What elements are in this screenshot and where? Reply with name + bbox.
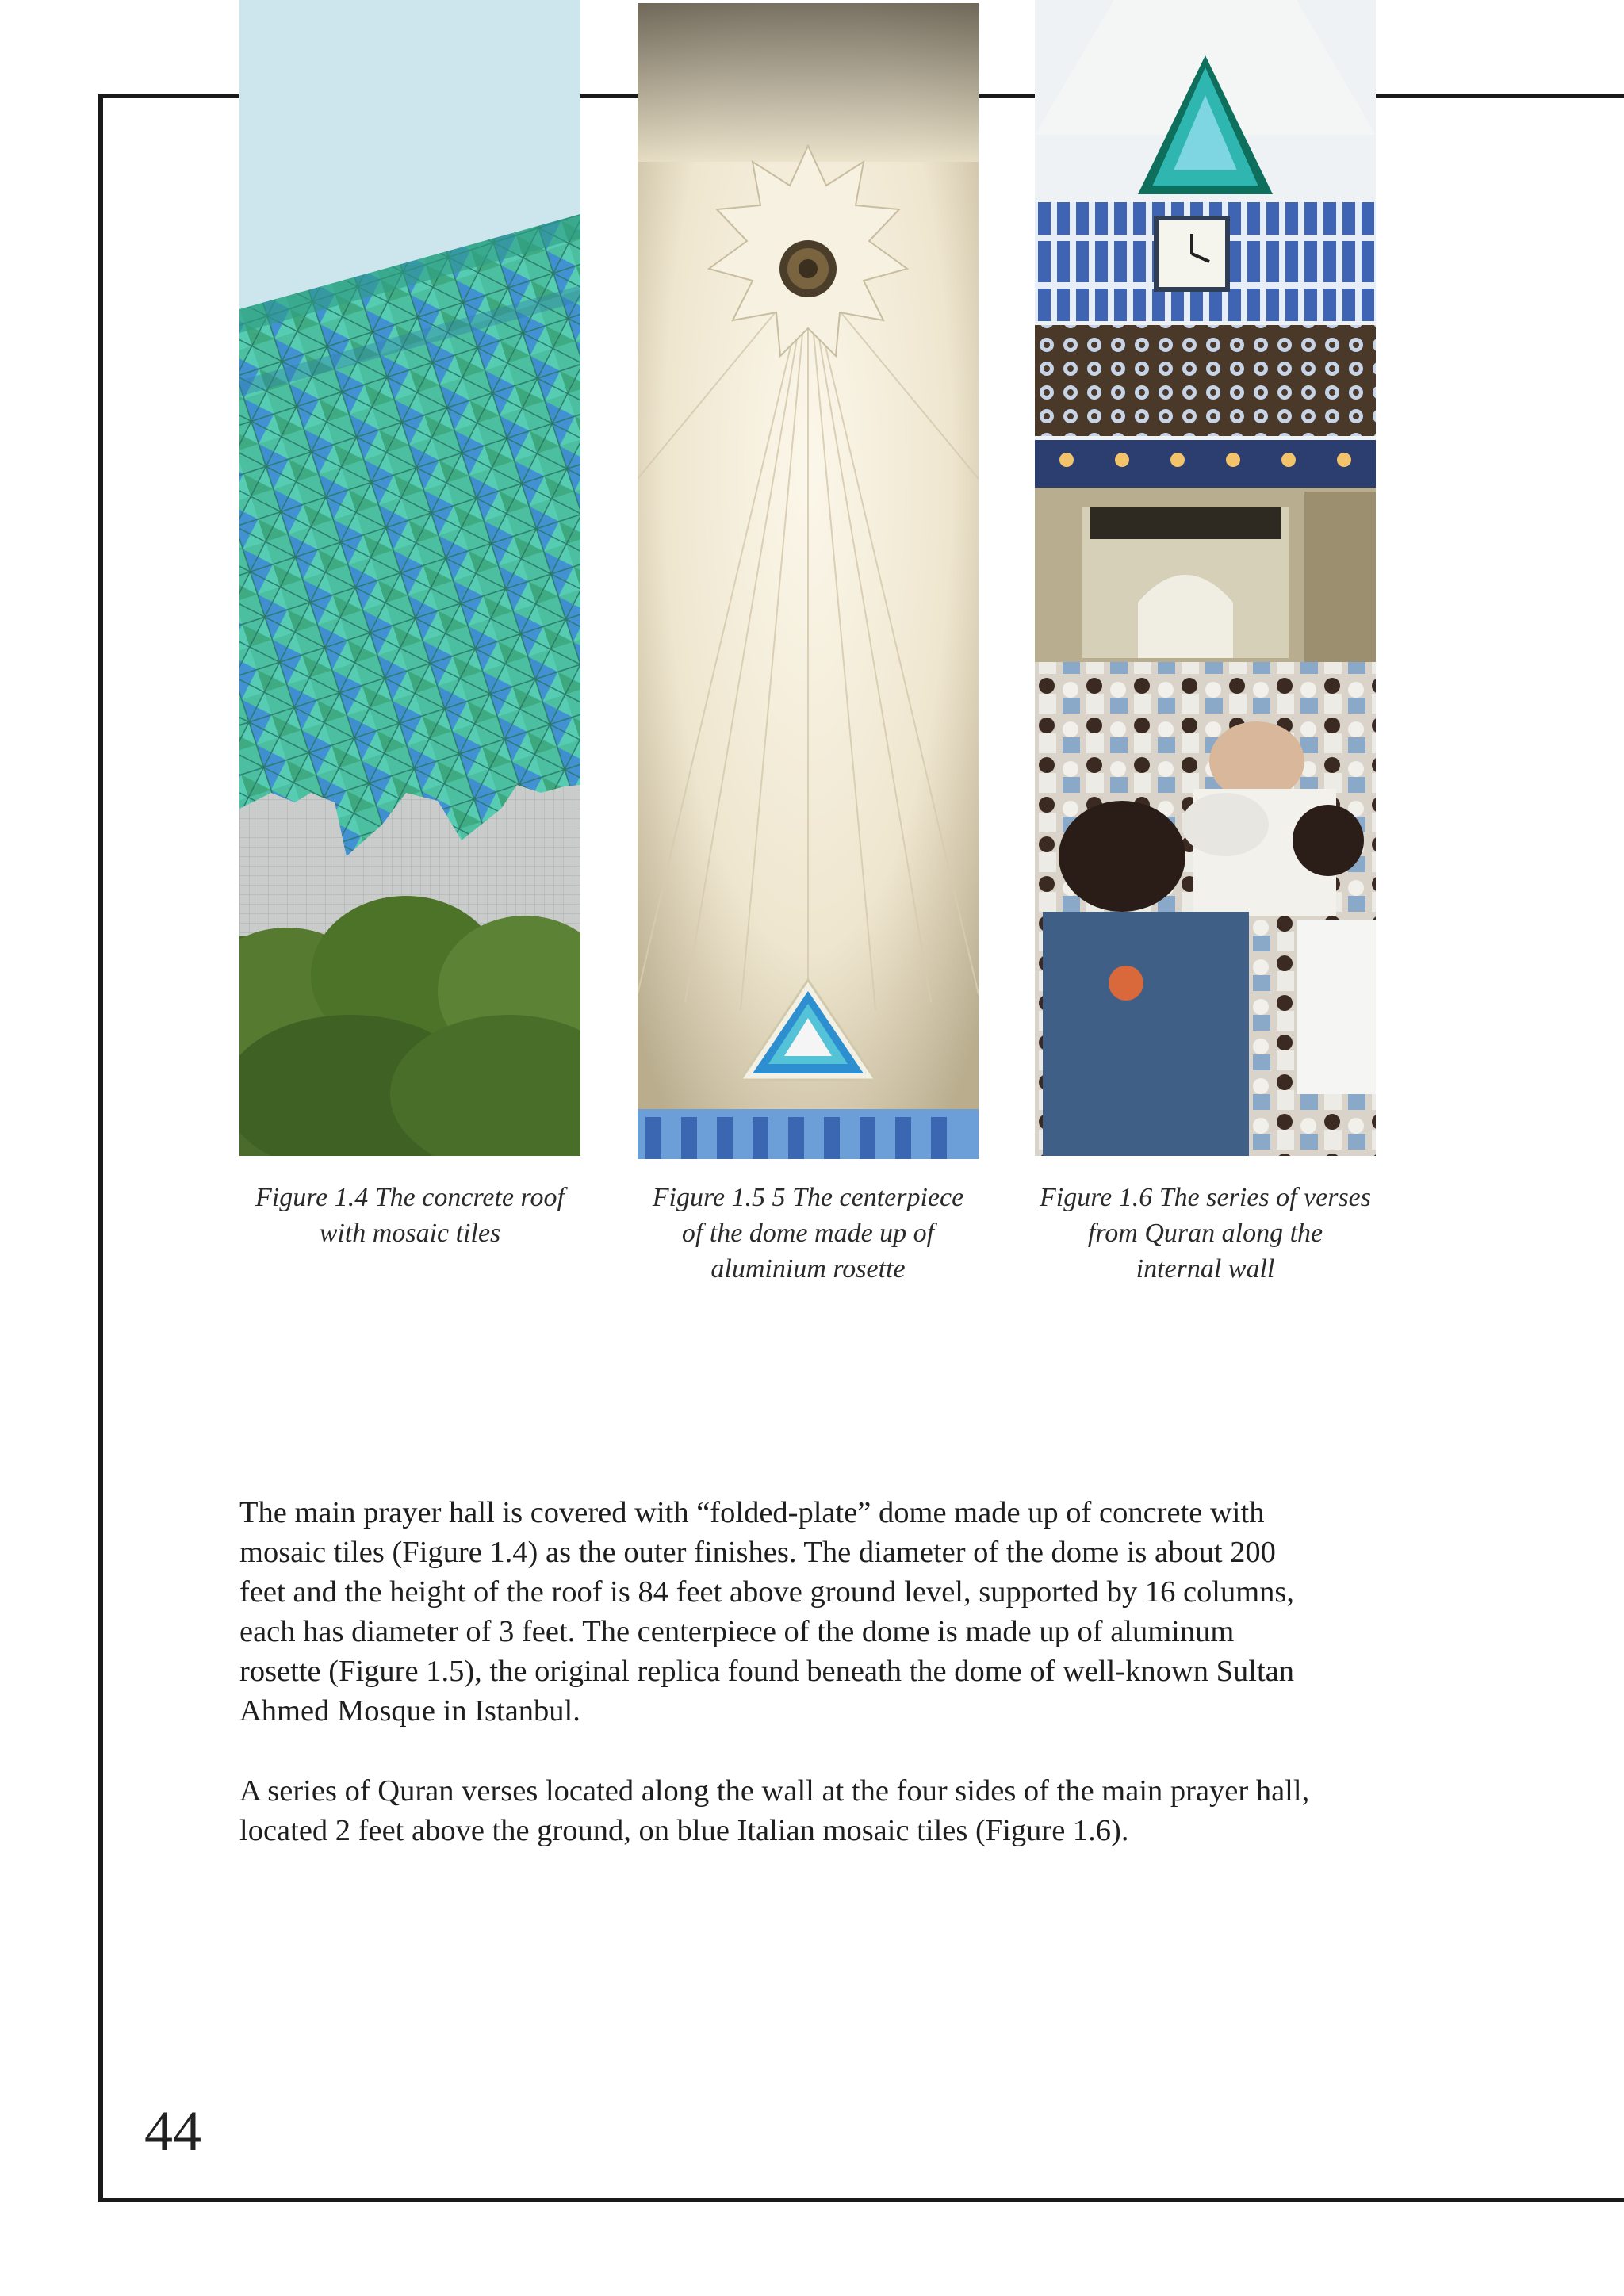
figure-caption-1-6: Figure 1.6 The series of verses from Quran along the internal wall	[1039, 1183, 1371, 1284]
body-paragraph-quran-verses: A series of Quran verses located along the wall at the four sides of the main prayer hall, located 2 feet above the ground, on blue Italian mosaic tiles (Figure 1.6).	[239, 1774, 1310, 1847]
body-paragraph-prayer-hall-dome: The main prayer hall is covered with “folded-plate” dome made up of concrete with mosaic tiles (Figure 1.4) as the outer finishes. The diameter of the dome is about 200 feet and the height of the roof is 84 feet above ground level, supported by 16 columns, each has diameter of 3 feet. The centerpiece of the dome is made up of aluminum rosette (Figure 1.5), the original replica found beneath the dome of well-known Sultan Ahmed Mosque in Istanbul.	[239, 1496, 1295, 1728]
figure-caption-1-4: Figure 1.4 The concrete roof with mosaic tiles	[255, 1183, 565, 1248]
figure-caption-1-5: Figure 1.5 5 The centerpiece of the dome made up of aluminium rosette	[652, 1183, 964, 1284]
figure-photo-roof	[239, 0, 580, 1156]
figure-photo-hall	[1035, 0, 1376, 1156]
page-number: 44	[144, 2099, 201, 2163]
figure-photo-dome	[638, 3, 979, 1159]
